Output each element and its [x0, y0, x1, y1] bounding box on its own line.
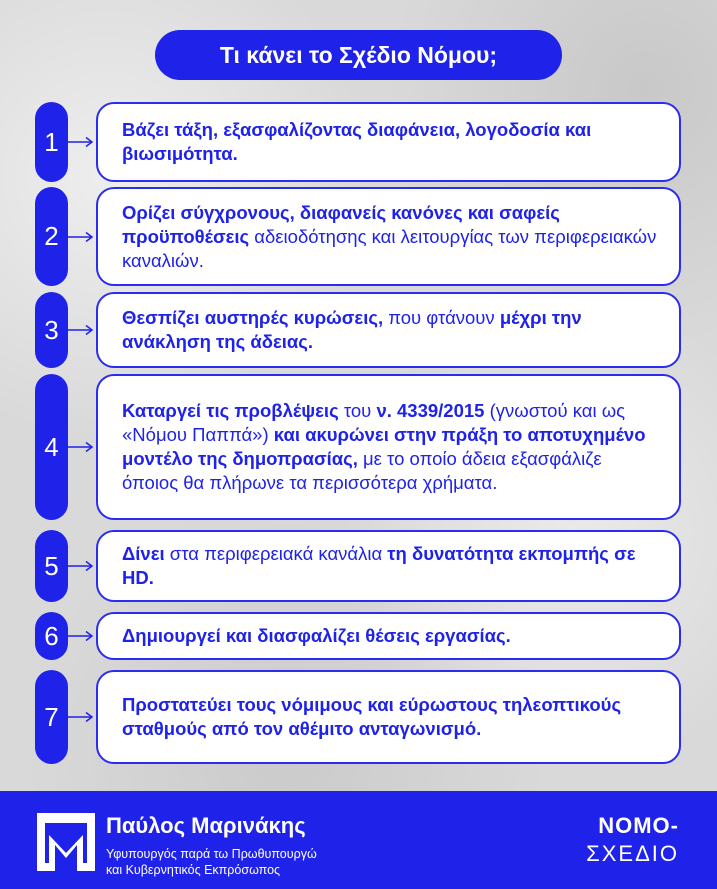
- arrow-right-icon: [66, 231, 94, 243]
- brand-line-2: ΣΧΕΔΙΟ: [586, 841, 679, 866]
- footer: [0, 791, 717, 889]
- item-number-badge: 7: [35, 670, 68, 764]
- bold-text-segment: Προστατεύει τους νόμιμους και εύρωστους τηλεοπτικούς σταθμούς από τον αθέμιτο ανταγωνισμό.: [122, 694, 622, 739]
- arrow-right-icon: [66, 560, 94, 572]
- author-role-line: Υφυπουργός παρά τω Πρωθυπουργώ: [106, 847, 317, 861]
- logo-icon: [37, 813, 95, 871]
- item-number-badge: 5: [35, 530, 68, 602]
- author-role-line: και Κυβερνητικός Εκπρόσωπος: [106, 863, 281, 877]
- item-card: [96, 374, 681, 520]
- item-card: [96, 102, 681, 182]
- list-item: [0, 374, 717, 520]
- item-text: [122, 624, 657, 648]
- bold-text-segment: και ακυρώνει στην πράξη το αποτυχημένο μοντέλο της δημοπρασίας,: [122, 424, 646, 469]
- author-role: [106, 846, 366, 878]
- text-segment: με το οποίο άδεια εξασφάλιζε όποιος θα πλήρωνε τα περισσότερα χρήματα.: [122, 448, 602, 493]
- list-item: [0, 612, 717, 660]
- item-card: [96, 530, 681, 602]
- bold-text-segment: μέχρι την ανάκληση της άδειας.: [122, 307, 582, 352]
- item-text: [122, 201, 657, 273]
- bold-text-segment: Ορίζει σύγχρονους, διαφανείς κανόνες και σαφείς προϋποθέσεις: [122, 201, 560, 247]
- author-name: Παύλος Μαρινάκης: [106, 813, 306, 838]
- bold-text-segment: Βάζει τάξη, εξασφαλίζοντας διαφάνεια, λογοδοσία και βιωσιμότητα.: [122, 119, 592, 164]
- bold-text-segment: Καταργεί τις προβλέψεις: [122, 400, 339, 421]
- list-item: [0, 292, 717, 368]
- item-number-badge: 4: [35, 374, 68, 520]
- bold-text-segment: τη δυνατότητα εκπομπής σε HD.: [122, 543, 636, 588]
- item-text: [122, 542, 657, 590]
- item-card: [96, 187, 681, 286]
- item-card: [96, 292, 681, 368]
- list-item: [0, 187, 717, 286]
- list-item: [0, 530, 717, 602]
- arrow-right-icon: [66, 630, 94, 642]
- text-segment: που φτάνουν: [383, 307, 500, 328]
- bold-text-segment: Δίνει: [122, 543, 165, 564]
- item-text: [122, 399, 657, 495]
- text-segment: αδειοδότησης και λειτουργίας των περιφερειακών καναλιών.: [122, 225, 657, 271]
- text-segment: στα περιφερειακά κανάλια: [164, 543, 388, 564]
- brand-line-1: ΝΟΜΟ-: [598, 813, 679, 838]
- text-segment: (γνωστού και ως «Νόμου Παππά»): [122, 400, 626, 445]
- bold-text-segment: ν. 4339/2015: [376, 400, 485, 421]
- text-segment: του: [338, 400, 377, 421]
- item-text: [122, 118, 657, 166]
- bold-text-segment: Δημιουργεί και διασφαλίζει θέσεις εργασίας.: [122, 625, 511, 646]
- arrow-right-icon: [66, 324, 94, 336]
- item-number-badge: 3: [35, 292, 68, 368]
- page-title: Τι κάνει το Σχέδιο Νόμου;: [155, 30, 562, 80]
- item-text: [122, 306, 657, 354]
- arrow-right-icon: [66, 441, 94, 453]
- item-number-badge: 1: [35, 102, 68, 182]
- item-number-badge: 2: [35, 187, 68, 286]
- arrow-right-icon: [66, 711, 94, 723]
- item-card: [96, 670, 681, 764]
- item-card: [96, 612, 681, 660]
- item-text: [122, 693, 657, 741]
- list-item: [0, 102, 717, 182]
- arrow-right-icon: [66, 136, 94, 148]
- item-number-badge: 6: [35, 612, 68, 660]
- list-item: [0, 670, 717, 764]
- bold-text-segment: Θεσπίζει αυστηρές κυρώσεις,: [122, 307, 384, 328]
